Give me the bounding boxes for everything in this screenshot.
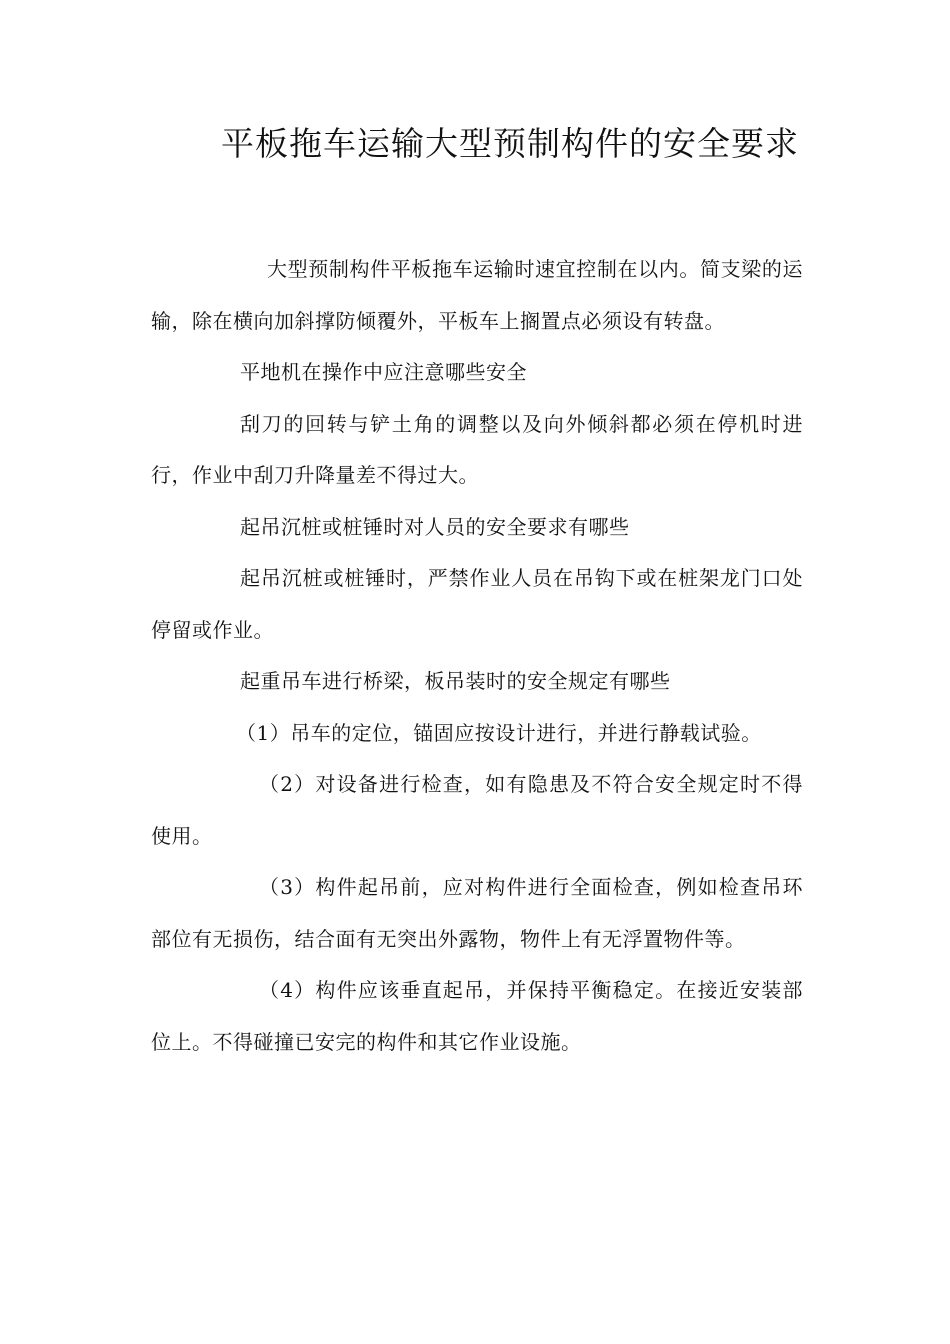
question-grader-safety: 平地机在操作中应注意哪些安全	[240, 360, 527, 384]
answer-pile-lifting: 起吊沉桩或桩锤时，严禁作业人员在吊钩下或在桩架龙门口处停留或作业。	[151, 566, 803, 642]
list-item-1: （1）吊车的定位，锚固应按设计进行，并进行静载试验。	[236, 720, 762, 745]
answer-grader-safety: 刮刀的回转与铲土角的调整以及向外倾斜都必须在停机时进行，作业中刮刀升降量差不得过大。	[151, 411, 803, 487]
list-item-3: （3）构件起吊前，应对构件进行全面检查，例如检查吊环部位有无损伤，结合面有无突出外露物，物件上有无浮置物件等。	[151, 875, 803, 951]
question-pile-lifting: 起吊沉桩或桩锤时对人员的安全要求有哪些	[240, 514, 630, 539]
paragraph-intro: 大型预制构件平板拖车运输时速宜控制在以内。简支梁的运输，除在横向加斜撑防倾覆外，平板车上搁置点必须设有转盘。	[151, 257, 803, 333]
document-title: 平板拖车运输大型预制构件的安全要求	[221, 124, 799, 163]
question-crane-bridge: 起重吊车进行桥梁，板吊装时的安全规定有哪些	[240, 669, 671, 693]
list-item-4: （4）构件应该垂直起吊，并保持平衡稳定。在接近安装部位上。不得碰撞已安完的构件和其它作业设施。	[151, 978, 803, 1054]
document-body	[151, 244, 803, 1068]
list-item-2: （2）对设备进行检查，如有隐患及不符合安全规定时不得使用。	[151, 772, 803, 848]
